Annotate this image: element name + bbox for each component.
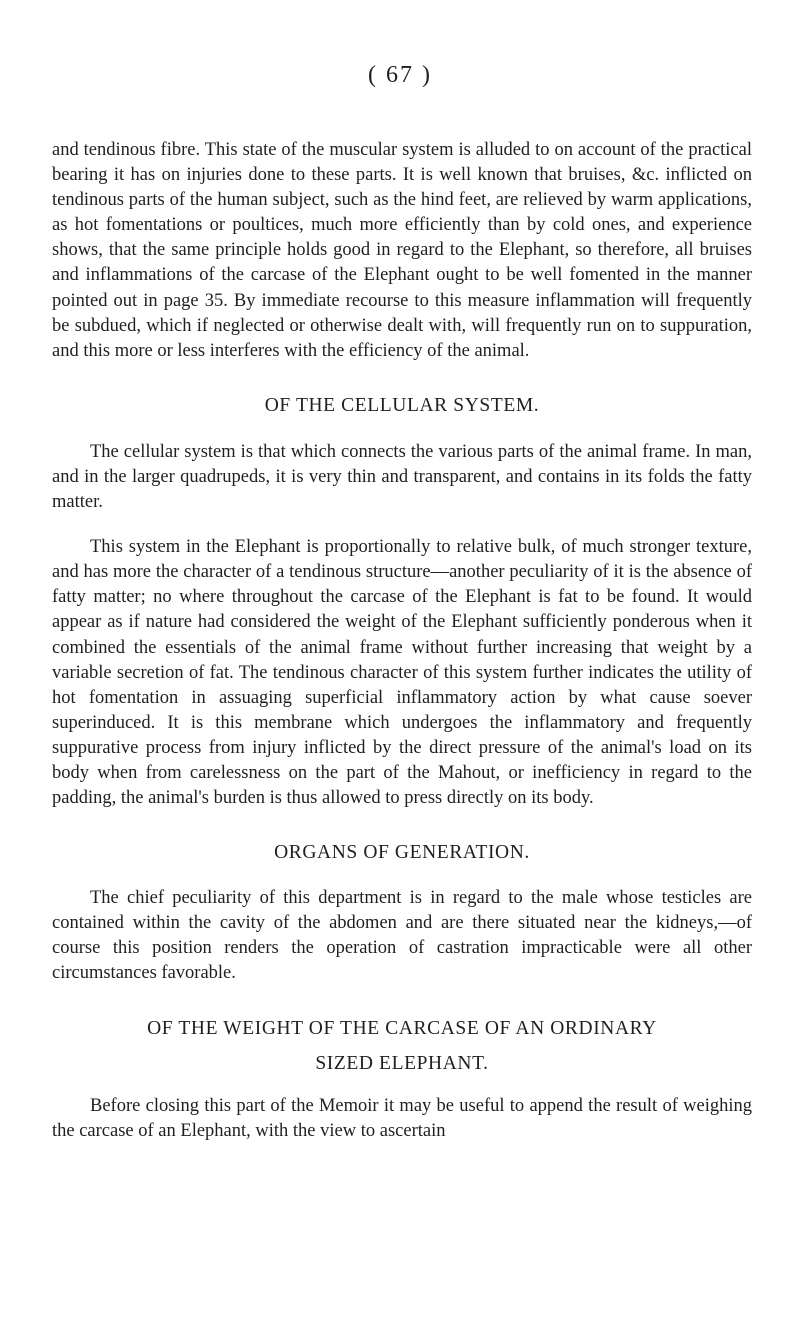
heading-weight-of-carcase [52,1016,752,1076]
page-body [52,82,752,1144]
paragraph-muscular-continued: and tendinous fibre. This state of the muscular system is alluded to on account of the practical bearing it has on injuries done to these parts. It is well known that bruises, &c. inflicted on tendinous parts of the human subject, such as the hind feet, are relieved by warm applications, as hot fomentations or poultices, much more efficiently than by cold ones, and experience shows, that the same principle holds good in regard to the Elephant, so therefore, all bruises and inflammations of the carcase of the Elephant ought to be well fomented in the manner pointed out in page 35. By immediate recourse to this measure inflammation will frequently be subdued, which if neglected or otherwise dealt with, will frequently run on to suppuration, and this more or less interferes with the efficiency of the animal. [52,140,752,361]
paragraph-cellular-elephant: This system in the Elephant is proportionally to relative bulk, of much stronger texture, and has more the character of a tendinous structure—another peculiarity of it is the absence of fatty matter; no where throughout the carcase of the Elephant is fat to be found. It would appear as if nature had considered the weight of the Elephant sufficiently ponderous when it combined the essentials of the animal frame without further increasing that weight by a variable secretion of fat. The tendinous character of this system further indicates the utility of hot fomentation in assuaging superficial inflammatory action by what cause soever superinduced. It is this membrane which undergoes the inflammatory and frequently suppurative process from injury inflicted by the direct pressure of the animal's load on its body when from carelessness on the part of the Mahout, or inefficiency in regard to the padding, the animal's burden is thus allowed to press directly on its body. [52,537,752,809]
heading-cellular-system: OF THE CELLULAR SYSTEM. [264,394,540,416]
heading-weight-line-1: OF THE WEIGHT OF THE CARCASE OF AN ORDINARY [147,1017,657,1039]
paragraph-cellular-intro: The cellular system is that which connects the various parts of the animal frame. In man, and in the larger quadrupeds, it is very thin and transparent, and contains in its folds the fatty matter. [52,441,752,513]
heading-weight-line-2: SIZED ELEPHANT. [315,1052,489,1074]
paragraph-weighing: Before closing this part of the Memoir it may be useful to append the result of weighing the carcase of an Elephant, with the view to ascertain [52,1095,752,1141]
paragraph-generation: The chief peculiarity of this department is in regard to the male whose testicles are contained within the cavity of the abdomen and are there situated near the kidneys,—of course this position renders the operation of castration impracticable were all other circumstances favorable. [52,888,752,984]
page-number: ( 67 ) [368,62,432,88]
heading-organs-of-generation: ORGANS OF GENERATION. [274,842,530,864]
